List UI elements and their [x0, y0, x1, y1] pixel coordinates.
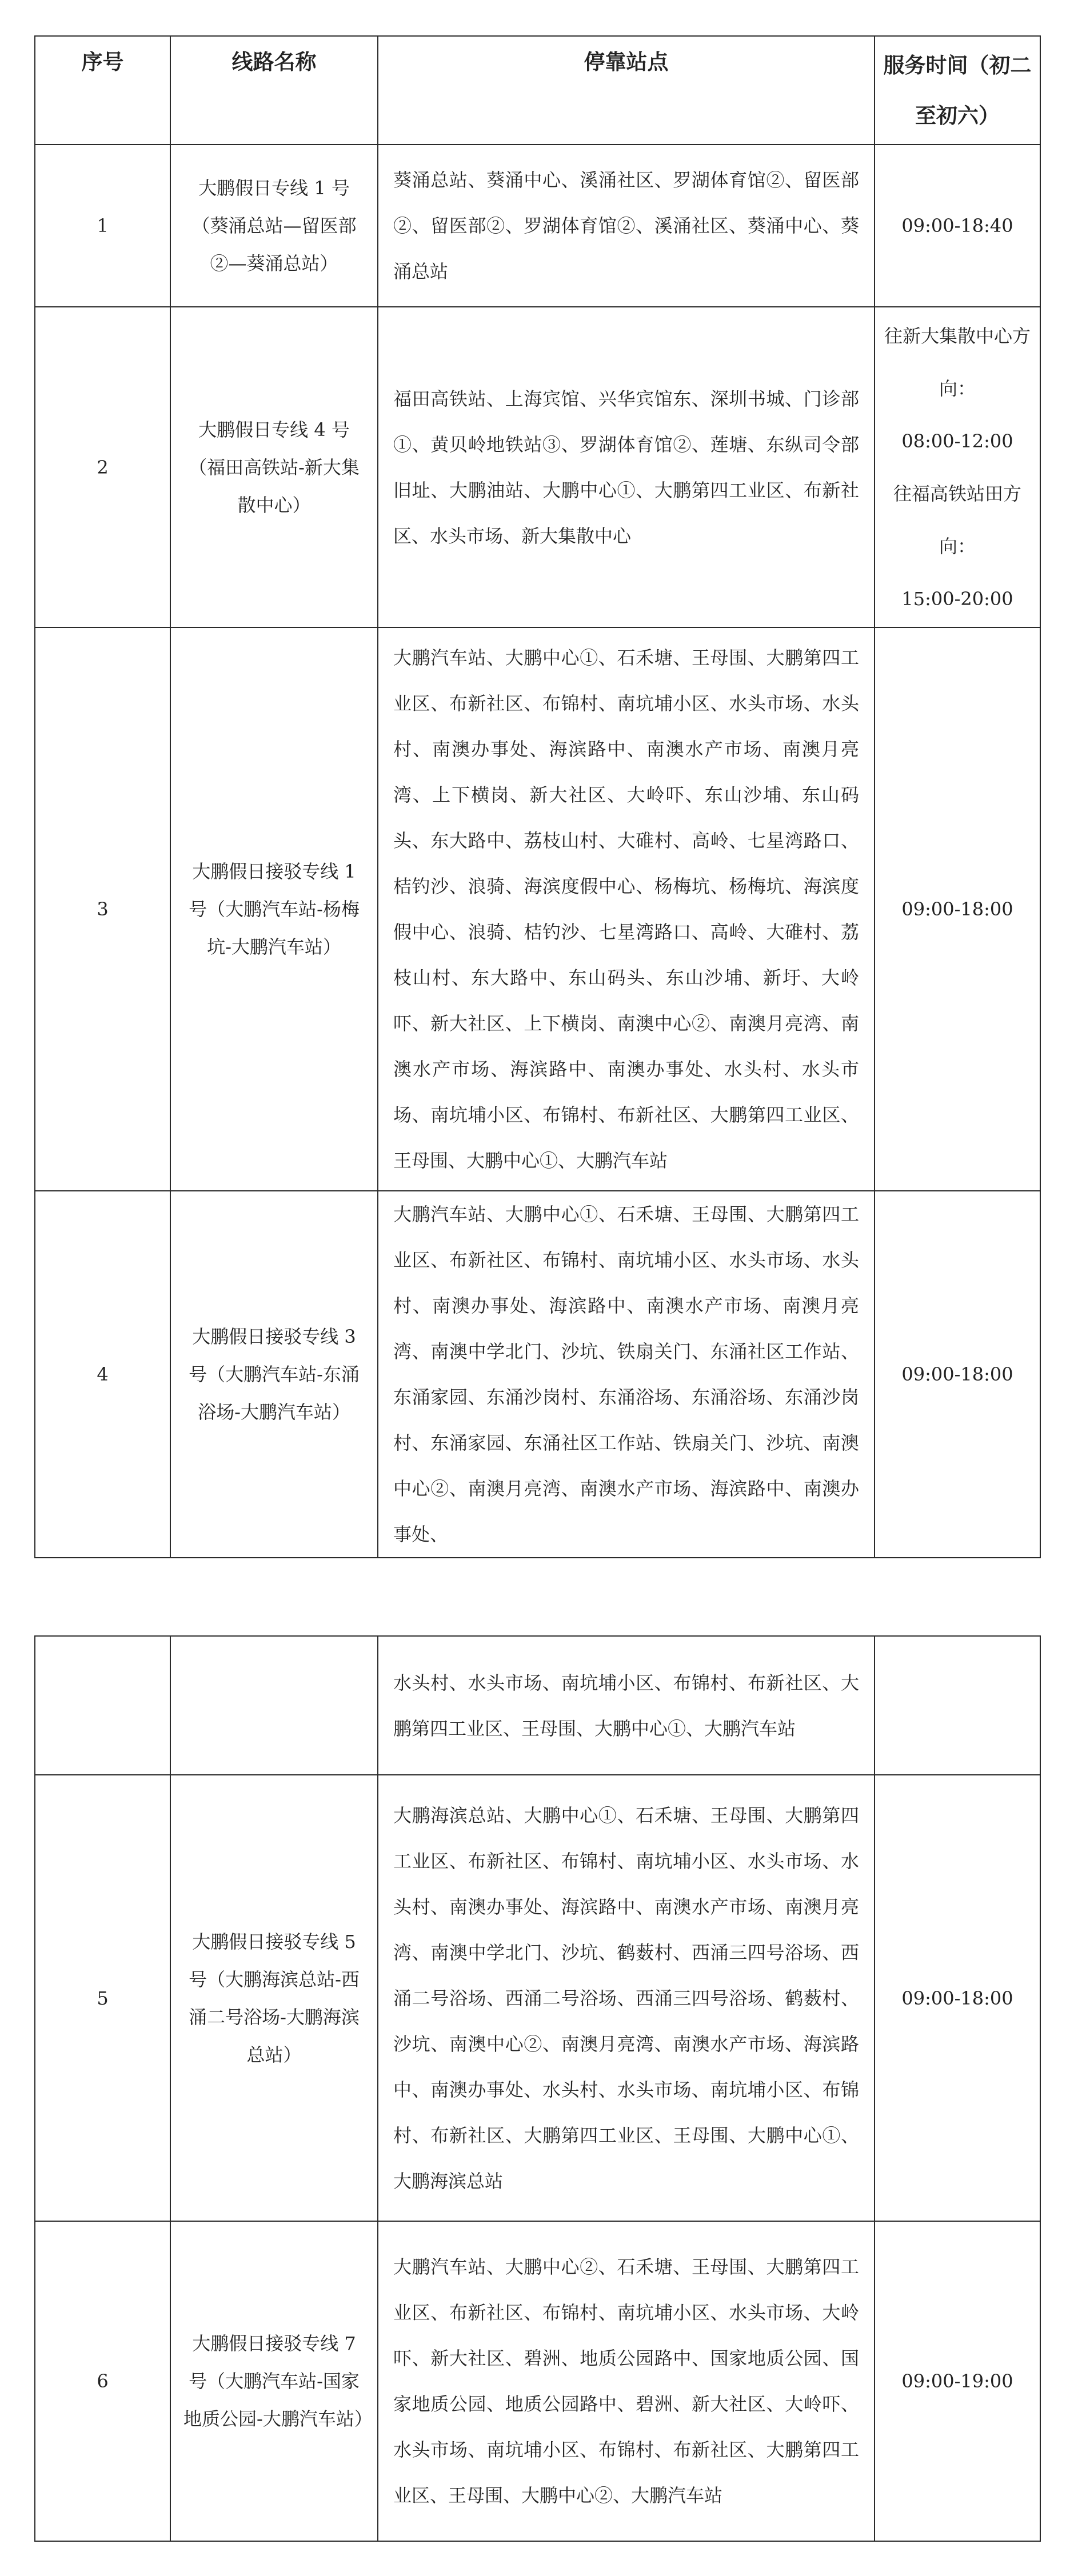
header-time: 服务时间（初二至初六） [875, 36, 1040, 145]
service-time-line: 09:00-18:00 [901, 898, 1013, 920]
route-name [170, 1636, 378, 1775]
route-stops: 大鹏汽车站、大鹏中心①、石禾塘、王母围、大鹏第四工业区、布新社区、布锦村、南坑埔小区、水头市场、水头村、南澳办事处、海滨路中、南澳水产市场、南澳月亮湾、南澳中学北门、沙坑、铁扇关门、东涌社区工作站、东涌家园、东涌沙岗村、东涌浴场、东涌浴场、东涌沙岗村、东涌家园、东涌社区工作站、铁扇关门、沙坑、南澳中心②、南澳月亮湾、南澳水产市场、海滨路中、南澳办事处、 [378, 1191, 875, 1558]
row-no: 6 [35, 2221, 170, 2541]
bus-route-table-part-2 [34, 1635, 1041, 2542]
route-stops: 大鹏汽车站、大鹏中心②、石禾塘、王母围、大鹏第四工业区、布新社区、布锦村、南坑埔小区、水头市场、大岭吓、新大社区、碧洲、地质公园路中、国家地质公园、国家地质公园、地质公园路中、碧洲、新大社区、大岭吓、水头市场、南坑埔小区、布锦村、布新社区、大鹏第四工业区、王母围、大鹏中心②、大鹏汽车站 [378, 2221, 875, 2541]
table-row [35, 627, 1040, 1191]
table-row [35, 2221, 1040, 2541]
route-name: 大鹏假日接驳专线 7 号（大鹏汽车站-国家地质公园-大鹏汽车站） [170, 2221, 378, 2541]
service-time-line: 往福高铁站田方向： [893, 482, 1021, 557]
route-stops: 大鹏海滨总站、大鹏中心①、石禾塘、王母围、大鹏第四工业区、布新社区、布锦村、南坑埔小区、水头市场、水头村、南澳办事处、海滨路中、南澳水产市场、南澳月亮湾、南澳中学北门、沙坑、鹤薮村、西涌三四号浴场、西涌二号浴场、西涌二号浴场、西涌三四号浴场、鹤薮村、沙坑、南澳中心②、南澳月亮湾、南澳水产市场、海滨路中、南澳办事处、水头村、水头市场、南坑埔小区、布锦村、布新社区、大鹏第四工业区、王母围、大鹏中心①、大鹏海滨总站 [378, 1775, 875, 2221]
service-time [875, 1775, 1040, 2221]
route-stops: 水头村、水头市场、南坑埔小区、布锦村、布新社区、大鹏第四工业区、王母围、大鹏中心①、大鹏汽车站 [378, 1636, 875, 1775]
bus-route-table-part-1 [34, 35, 1041, 1558]
service-time [875, 627, 1040, 1191]
row-no [35, 1636, 170, 1775]
route-stops: 葵涌总站、葵涌中心、溪涌社区、罗湖体育馆②、留医部②、留医部②、罗湖体育馆②、溪涌社区、葵涌中心、葵涌总站 [378, 145, 875, 307]
table-header-row [35, 36, 1040, 145]
route-name: 大鹏假日接驳专线 3 号（大鹏汽车站-东涌浴场-大鹏汽车站） [170, 1191, 378, 1558]
service-time [875, 307, 1040, 627]
service-time [875, 1636, 1040, 1775]
service-time-line: 08:00-12:00 [901, 430, 1013, 452]
service-time-line: 15:00-20:00 [901, 587, 1013, 610]
header-name: 线路名称 [170, 36, 378, 145]
service-time-line: 09:00-18:00 [901, 1363, 1013, 1385]
service-time-line: 往新大集散中心方向： [884, 325, 1031, 399]
table-row [35, 1775, 1040, 2221]
table-row [35, 1191, 1040, 1558]
header-no: 序号 [35, 36, 170, 145]
route-name: 大鹏假日专线 1 号（葵涌总站—留医部②—葵涌总站） [170, 145, 378, 307]
service-time [875, 145, 1040, 307]
header-stops: 停靠站点 [378, 36, 875, 145]
route-name: 大鹏假日接驳专线 5 号（大鹏海滨总站-西涌二号浴场-大鹏海滨总站） [170, 1775, 378, 2221]
service-time-line: 09:00-18:00 [901, 1987, 1013, 2009]
route-stops: 大鹏汽车站、大鹏中心①、石禾塘、王母围、大鹏第四工业区、布新社区、布锦村、南坑埔小区、水头市场、水头村、南澳办事处、海滨路中、南澳水产市场、南澳月亮湾、上下横岗、新大社区、大岭吓、东山沙埔、东山码头、东大路中、荔枝山村、大碓村、高岭、七星湾路口、桔钓沙、浪骑、海滨度假中心、杨梅坑、杨梅坑、海滨度假中心、浪骑、桔钓沙、七星湾路口、高岭、大碓村、荔枝山村、东大路中、东山码头、东山沙埔、新圩、大岭吓、新大社区、上下横岗、南澳中心②、南澳月亮湾、南澳水产市场、海滨路中、南澳办事处、水头村、水头市场、南坑埔小区、布锦村、布新社区、大鹏第四工业区、王母围、大鹏中心①、大鹏汽车站 [378, 627, 875, 1191]
table-row-continuation [35, 1636, 1040, 1775]
row-no: 2 [35, 307, 170, 627]
route-stops: 福田高铁站、上海宾馆、兴华宾馆东、深圳书城、门诊部①、黄贝岭地铁站③、罗湖体育馆②、莲塘、东纵司令部旧址、大鹏油站、大鹏中心①、大鹏第四工业区、布新社区、水头市场、新大集散中心 [378, 307, 875, 627]
row-no: 3 [35, 627, 170, 1191]
service-time-line: 09:00-18:40 [901, 215, 1013, 237]
row-no: 4 [35, 1191, 170, 1558]
route-name: 大鹏假日接驳专线 1 号（大鹏汽车站-杨梅坑-大鹏汽车站） [170, 627, 378, 1191]
row-no: 5 [35, 1775, 170, 2221]
service-time [875, 2221, 1040, 2541]
table-row [35, 307, 1040, 627]
route-name: 大鹏假日专线 4 号（福田高铁站-新大集散中心） [170, 307, 378, 627]
table-row [35, 145, 1040, 307]
row-no: 1 [35, 145, 170, 307]
service-time [875, 1191, 1040, 1558]
service-time-line: 09:00-19:00 [901, 2370, 1013, 2392]
